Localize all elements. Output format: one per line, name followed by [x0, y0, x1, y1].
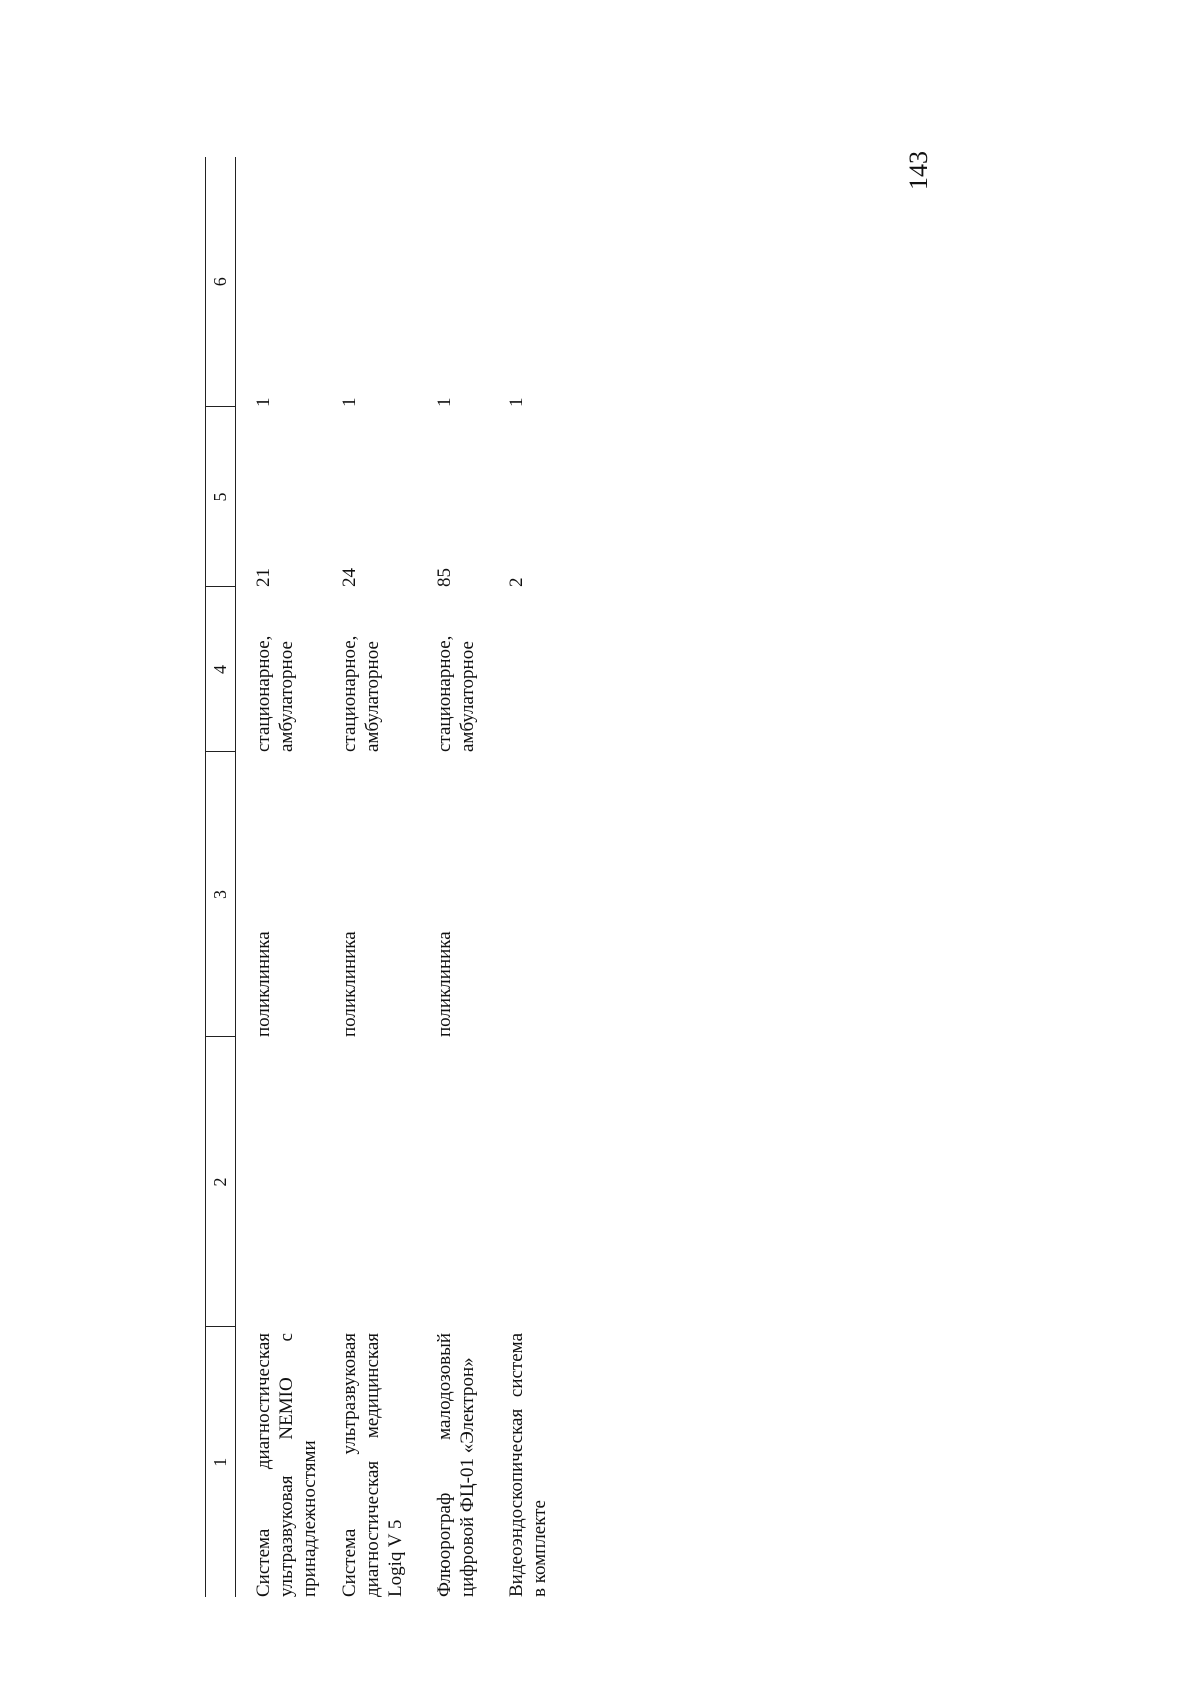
equipment-name: Система ультразвуковая диагностическая медицинская Logiq V 5	[338, 1333, 406, 1597]
table-row	[503, 157, 563, 1597]
quantity-cell: 24	[338, 568, 360, 587]
quantity-cell: 21	[253, 568, 274, 587]
quantity-cell: 85	[433, 568, 455, 587]
table-row	[236, 157, 336, 1597]
department-cell: поликлиника	[338, 931, 360, 1037]
column-2-cell	[431, 1037, 503, 1327]
column-header-6: 6	[205, 157, 236, 407]
care-type-cell	[503, 587, 563, 752]
care-type-cell: стационарное, амбулаторное	[338, 635, 383, 752]
department-cell: поликлиника	[253, 931, 274, 1037]
column-2-cell	[336, 1037, 431, 1327]
equipment-name: Видеоэндоскопическая система в комплекте	[505, 1333, 550, 1597]
column-2-cell	[503, 1037, 563, 1327]
table-row	[336, 157, 431, 1597]
count-cell: 1	[338, 397, 360, 407]
quantity-cell: 2	[505, 577, 527, 587]
rotated-table-area	[0, 135, 1200, 1697]
column-header-1: 1	[205, 1327, 236, 1597]
table-header-row	[205, 157, 236, 1597]
column-header-3: 3	[205, 752, 236, 1037]
equipment-name: Флюорограф малодозовый цифровой ФЦ-01 «Электрон»	[433, 1333, 478, 1597]
care-type-cell: стационарное, амбулаторное	[433, 635, 478, 752]
column-header-5: 5	[205, 407, 236, 587]
count-cell: 1	[505, 397, 527, 407]
care-type-cell: стационарное, амбулаторное	[253, 635, 297, 752]
column-header-2: 2	[205, 1037, 236, 1327]
department-cell	[503, 752, 563, 1037]
table-row	[431, 157, 503, 1597]
column-2-cell	[236, 1037, 336, 1327]
column-header-4: 4	[205, 587, 236, 752]
department-cell: поликлиника	[433, 931, 455, 1037]
equipment-table	[205, 157, 563, 1597]
count-cell: 1	[253, 397, 274, 407]
page-number: 143	[904, 151, 933, 190]
equipment-name: Система диагностическая ультразвуковая NEMIO с принадлежностями	[253, 1333, 320, 1597]
count-cell: 1	[433, 397, 455, 407]
